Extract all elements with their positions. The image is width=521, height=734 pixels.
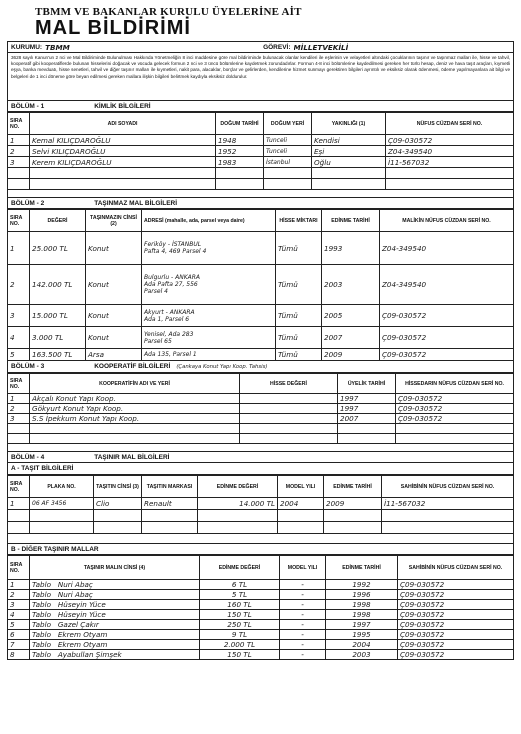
cell: Ç09-030572 [398, 590, 514, 600]
col-sira: SIRA NO. [8, 113, 30, 135]
address-cell [142, 327, 276, 349]
col-nufus: HİSSEDARIN NÜFUS CÜZDAN SERİ NO. [396, 374, 514, 394]
vehicle-table [7, 475, 514, 534]
kurum-value: TBMM [45, 42, 70, 52]
cell: Renault [142, 498, 198, 510]
cell: 1995 [326, 630, 398, 640]
table-row [8, 424, 514, 434]
table-row [8, 146, 514, 157]
table-row [8, 630, 514, 640]
address-line: Ada 1, Parsel 6 [144, 315, 190, 323]
cell: Oğlu [312, 157, 386, 168]
vehicle-subsection-name: A - TAŞIT BİLGİLERİ [11, 465, 74, 472]
col-yakinligi: YAKINLIĞI (1) [312, 113, 386, 135]
table-row [8, 610, 514, 620]
item-type: Tablo [32, 590, 51, 599]
cell: Konut [86, 265, 142, 305]
address-cell [142, 232, 276, 265]
table-row [8, 510, 514, 522]
section-4-label: BÖLÜM - 4 [11, 454, 45, 461]
gorev-label: GÖREVİ: [263, 43, 291, 51]
cell: 1983 [216, 157, 264, 168]
table-row [8, 580, 514, 590]
col-model: MODEL YILI [278, 476, 324, 498]
cell: 2007 [322, 327, 380, 349]
cell: 2004 [278, 498, 324, 510]
table-row [8, 522, 514, 534]
cell: 3 [8, 305, 30, 327]
address-cell [142, 305, 276, 327]
col-markasi: TAŞITIN MARKASI [142, 476, 198, 498]
cell: 1 [8, 498, 30, 510]
cell [30, 600, 200, 610]
table-row [8, 414, 514, 424]
address-line: Ada 135, Parsel 1 [144, 351, 197, 358]
identity-table [7, 112, 514, 190]
cell: 1 [8, 232, 30, 265]
cell: Ç09-030572 [398, 610, 514, 620]
col-dogum-tarihi: DOĞUM TARİHİ [216, 113, 264, 135]
cell: 14.000 TL [198, 498, 278, 510]
cell: 2004 [326, 640, 398, 650]
item-artist: Ayabullan Şimşek [57, 650, 122, 659]
table-row [8, 168, 514, 179]
table-row [8, 232, 514, 265]
spacer [7, 190, 514, 197]
col-hisse-degeri: HİSSE DEĞERİ [240, 374, 338, 394]
item-type: Tablo [32, 600, 51, 609]
cell: 2005 [322, 305, 380, 327]
cell: Ç09-030572 [396, 394, 514, 404]
address-line: Parsel 4 [144, 288, 168, 295]
other-movables-table [7, 555, 514, 660]
cell: Gökyurt Konut Yapı Koop. [30, 404, 240, 414]
cell [30, 650, 200, 660]
cell: 2003 [322, 265, 380, 305]
cell: 1948 [216, 135, 264, 146]
item-artist: Ekrem Otyam [57, 630, 108, 639]
cell: Ç09-030572 [398, 620, 514, 630]
address-cell [142, 265, 276, 305]
other-movables-title [7, 543, 514, 555]
cell: Z04-349540 [380, 232, 514, 265]
cell: 1997 [338, 394, 396, 404]
table-row [8, 640, 514, 650]
item-type: Tablo [32, 610, 51, 619]
col-uyelik: ÜYELİK TARİHİ [338, 374, 396, 394]
table-row [8, 135, 514, 146]
cell: - [280, 630, 326, 640]
cell: İ11-567032 [386, 157, 514, 168]
cell: 15.000 TL [30, 305, 86, 327]
cell: Ç09-030572 [386, 135, 514, 146]
cell: Ç09-030572 [380, 327, 514, 349]
cell: Konut [86, 232, 142, 265]
form-header-line1: TBMM VE BAKANLAR KURULU ÜYELERİNE AİT [35, 6, 302, 18]
cell: 4 [8, 327, 30, 349]
section-3-label: BÖLÜM - 3 [11, 363, 45, 370]
item-artist: Ekrem Otyam [57, 640, 108, 649]
address-line: Pafta 4, 469 Parsel 4 [144, 248, 207, 255]
cell: Ç09-030572 [398, 630, 514, 640]
cell: Akçalı Konut Yapı Koop. [30, 394, 240, 404]
cell [30, 580, 200, 590]
real-estate-table [7, 209, 514, 361]
cell: 4 [8, 610, 30, 620]
cell: Ç09-030572 [380, 349, 514, 361]
vehicle-subsection-title [7, 463, 514, 475]
cell: 150 TL [200, 610, 280, 620]
cell: Ç09-030572 [398, 580, 514, 590]
spacer [7, 444, 514, 451]
cell: 6 TL [200, 580, 280, 590]
spacer [7, 534, 514, 543]
cell: Kemal KILIÇDAROĞLU [30, 135, 216, 146]
cell: - [280, 600, 326, 610]
col-nufus: MALİKİN NÜFUS CÜZDAN SERİ NO. [380, 210, 514, 232]
section-4-name: TAŞINIR MAL BİLGİLERİ [94, 454, 170, 461]
item-artist: Nuri Abaç [57, 580, 93, 589]
institution-row [7, 41, 514, 53]
cell [240, 414, 338, 424]
cell: 1996 [326, 590, 398, 600]
cell: Ç09-030572 [380, 305, 514, 327]
cell: 2 [8, 265, 30, 305]
cell: 2003 [326, 650, 398, 660]
col-nufus: SAHİBİNİN NÜFUS CÜZDAN SERİ NO. [382, 476, 514, 498]
cell: 2 [8, 590, 30, 600]
table-row [8, 600, 514, 610]
cell: 5 [8, 349, 30, 361]
cell: Tunceli [264, 135, 312, 146]
cell: Z04-349540 [386, 146, 514, 157]
cell: 1998 [326, 610, 398, 620]
col-cinsi: TAŞINIR MALIN CİNSİ (4) [30, 556, 200, 580]
cell: 1 [8, 135, 30, 146]
cell: 7 [8, 640, 30, 650]
col-edinme-degeri: EDİNME DEĞERİ [200, 556, 280, 580]
cell: 2 [8, 404, 30, 414]
cell: 1998 [326, 600, 398, 610]
cell: 6 [8, 630, 30, 640]
cell: - [280, 640, 326, 650]
cell: 9 TL [200, 630, 280, 640]
cell: 142.000 TL [30, 265, 86, 305]
cell: 160 TL [200, 600, 280, 610]
cell [30, 640, 200, 650]
cell: 8 [8, 650, 30, 660]
cell: Kerem KILIÇDAROĞLU [30, 157, 216, 168]
cell: Konut [86, 305, 142, 327]
item-artist: Hüseyin Yüce [57, 610, 106, 619]
col-kooperatif: KOOPERATİFİN ADI VE YERİ [30, 374, 240, 394]
cell [30, 610, 200, 620]
cell: S.S İpekkum Konut Yapı Koop. [30, 414, 240, 424]
col-adi-soyadi: ADI SOYADI [30, 113, 216, 135]
address-line: Yenisel, Ada 283 [144, 330, 194, 338]
col-cinsi: TAŞITIN CİNSİ (3) [94, 476, 142, 498]
cell: 150 TL [200, 650, 280, 660]
section-3-title [7, 361, 514, 373]
cell: 5 [8, 620, 30, 630]
cell: 1993 [322, 232, 380, 265]
cell: Ç09-030572 [396, 404, 514, 414]
item-artist: Nuri Abaç [57, 590, 93, 599]
col-dogum-yeri: DOĞUM YERİ [264, 113, 312, 135]
col-edinme: EDİNME TARİHİ [322, 210, 380, 232]
item-type: Tablo [32, 620, 51, 629]
gorev-value: MİLLETVEKİLİ [293, 42, 349, 52]
cell: 1 [8, 394, 30, 404]
col-sira: SIRA NO. [8, 556, 30, 580]
section-2-title [7, 197, 514, 209]
table-row [8, 394, 514, 404]
cell: Konut [86, 327, 142, 349]
table-row [8, 157, 514, 168]
address-cell [142, 349, 276, 361]
item-type: Tablo [32, 630, 51, 639]
cell: Ç09-030572 [398, 650, 514, 660]
col-model: MODEL YILI [280, 556, 326, 580]
table-row [8, 305, 514, 327]
cell: Ç09-030572 [398, 600, 514, 610]
col-plaka: PLAKA NO. [30, 476, 94, 498]
cell: - [280, 610, 326, 620]
col-edinme-degeri: EDİNME DEĞERİ [198, 476, 278, 498]
cell: 25.000 TL [30, 232, 86, 265]
cell: Tümü [276, 232, 322, 265]
table-row [8, 498, 514, 510]
cell: 2009 [322, 349, 380, 361]
item-type: Tablo [32, 580, 51, 589]
cell [240, 394, 338, 404]
cell: - [280, 650, 326, 660]
table-row [8, 179, 514, 190]
cell: 2009 [324, 498, 382, 510]
cell: 06 AF 3456 [30, 498, 94, 510]
cell: Tümü [276, 327, 322, 349]
address-line: Ada Pafta 27, 556 [144, 281, 198, 288]
table-row [8, 265, 514, 305]
col-hisse: HİSSE MİKTARI [276, 210, 322, 232]
cell: 163.500 TL [30, 349, 86, 361]
cell: 3.000 TL [30, 327, 86, 349]
col-edinme-tarihi: EDİNME TARİHİ [326, 556, 398, 580]
item-type: Tablo [32, 640, 51, 649]
item-artist: Hüseyin Yüce [57, 600, 106, 609]
cell: Selvi KILIÇDAROĞLU [30, 146, 216, 157]
cell: 2 [8, 146, 30, 157]
kurum-label: KURUMU: [11, 43, 43, 51]
cell [30, 630, 200, 640]
cell: 1952 [216, 146, 264, 157]
col-nufus: NÜFUS CÜZDAN SERİ NO. [386, 113, 514, 135]
cell: Clio [94, 498, 142, 510]
table-row [8, 327, 514, 349]
item-artist: Gazel Çakır [57, 620, 99, 629]
cell [240, 404, 338, 414]
table-row [8, 590, 514, 600]
intro-text: 3628 sayılı Kanun'un 2 nci ve Mal Bildiriminde Bulunulması Hakkında Yönetmeliğin 8 inci maddesine göre mal bildiriminde bulunacak olanlar kendileri ile eşlerinin ve velayetleri altındaki çocuklarının taşınır ve taşınmaz malları ile, hisse ve tahvil, kooperatif gibi kooperatiflerde bulunan hisselerini doğacak ve vücuda gelecek formun 2 nci ve 3 üncü bölümlerine kaydetmek zorundadırlar. Formun 4-8 inci bölümlerine kaydedilmesi gereken her türlü hesap, deniz ve hava taşıt araçları, kıymetli eşya, banka mevduatı, hisse senetleri, tahvil ve diğer taşınır malları ile kıymetleri, nakit para, alacaklar, borçlar ve gelirlerden, kendilerine hizmet sunmayı gerektiren bilgileri ayrıntılı ve eksiksiz olarak ödenmesi, ödeme yapılmayanlara ait bilgi ve belgeleri de 1 inci döneme göre beyan edilmesi gereken mallara ilişkin bilgileri belirtmek kaydıyla eksiksiz doldurulur. [7, 53, 514, 100]
cell: 2007 [338, 414, 396, 424]
real-estate-header-row [8, 210, 514, 232]
address-line: Bulgurlu - ANKARA [144, 274, 201, 281]
cell: 1992 [326, 580, 398, 590]
col-cinsi: TAŞINMAZIN CİNSİ (2) [86, 210, 142, 232]
section-1-label: BÖLÜM - 1 [11, 103, 45, 110]
other-movables-header-row [8, 556, 514, 580]
table-row [8, 349, 514, 361]
cell: Tümü [276, 305, 322, 327]
cell: 3 [8, 600, 30, 610]
cell: - [280, 590, 326, 600]
vehicle-header-row [8, 476, 514, 498]
cell: 5 TL [200, 590, 280, 600]
col-sira: SIRA NO. [8, 210, 30, 232]
cell [30, 620, 200, 630]
section-2-name: TAŞINMAZ MAL BİLGİLERİ [94, 200, 178, 207]
cell: 2.000 TL [200, 640, 280, 650]
cell: Ç09-030572 [396, 414, 514, 424]
section-1-name: KİMLİK BİLGİLERİ [94, 103, 151, 110]
table-row [8, 434, 514, 444]
table-row [8, 404, 514, 414]
cell: İstanbul [264, 157, 312, 168]
section-4-title [7, 451, 514, 463]
cell: 1 [8, 580, 30, 590]
cell: Z04-349540 [380, 265, 514, 305]
cell: - [280, 580, 326, 590]
cell: 3 [8, 157, 30, 168]
cooperative-header-row [8, 374, 514, 394]
cell: Tunceli [264, 146, 312, 157]
col-sira: SIRA NO. [8, 374, 30, 394]
cell: Tümü [276, 265, 322, 305]
cell: 1997 [326, 620, 398, 630]
cell: 3 [8, 414, 30, 424]
cell: Kendisi [312, 135, 386, 146]
form-title: MAL BİLDİRİMİ [35, 17, 191, 39]
address-line: Feriköy - İSTANBUL [144, 241, 202, 248]
cooperative-table [7, 373, 514, 444]
cell: İ11-567032 [382, 498, 514, 510]
col-sira: SIRA NO. [8, 476, 30, 498]
section-3-name: KOOPERATİF BİLGİLERİ [94, 363, 171, 370]
address-line: Parsel 65 [144, 337, 172, 345]
cell: 1997 [338, 404, 396, 414]
address-line: Akyurt - ANKARA [144, 308, 195, 316]
identity-header-row [8, 113, 514, 135]
table-row [8, 650, 514, 660]
section-3-note: (Çankaya Konut Yapı Koop. Tahsis) [176, 364, 268, 370]
cell: - [280, 620, 326, 630]
col-edinme-tarihi: EDİNME TARİHİ [324, 476, 382, 498]
section-1-title [7, 100, 514, 112]
col-degeri: DEĞERİ [30, 210, 86, 232]
section-2-label: BÖLÜM - 2 [11, 200, 45, 207]
cell: Eşi [312, 146, 386, 157]
other-movables-name: B - DİĞER TAŞINIR MALLAR [11, 546, 99, 553]
col-nufus: SAHİBİNİN NÜFUS CÜZDAN SERİ NO. [398, 556, 514, 580]
cell: Arsa [86, 349, 142, 361]
cell: 250 TL [200, 620, 280, 630]
cell: Tümü [276, 349, 322, 361]
cell: Ç09-030572 [398, 640, 514, 650]
cell [30, 590, 200, 600]
item-type: Tablo [32, 650, 51, 659]
col-adresi: ADRESİ (mahalle, ada, parsel veya daire) [142, 210, 276, 232]
table-row [8, 620, 514, 630]
